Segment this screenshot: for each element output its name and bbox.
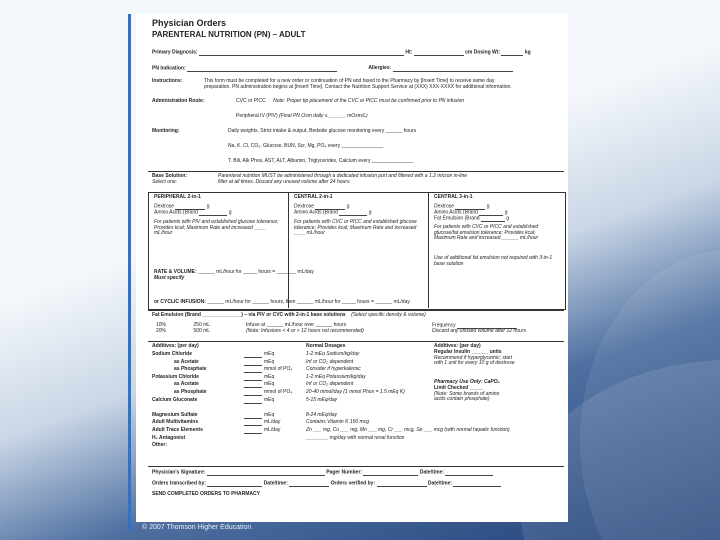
fat-emulsion-options: 10% 250 mL 20% 500 mL (156, 322, 211, 334)
column-divider (288, 192, 289, 308)
copyright: © 2007 Thomson Higher Education (142, 524, 252, 531)
fat-emulsion-frequency: Frequency Discard any unused volume after 12 hours (432, 322, 526, 334)
route-piv: Peripheral IV (PIV) (Final PN Osm daily ≤ ______ mOsm/L) (236, 113, 368, 119)
column-divider (428, 192, 429, 308)
central-3in1-column: CENTRAL 3-in-1 Dextrose g Amino Acids (Brand g Fat Emulsion (Brand g For patients with CVC or PICC and established glucose/fat emulsion tolerance; Provides kcal; Maximum Rate and increased ______ mL/hour Use of additional fat emulsion not required with 3-in-1 base solution (434, 194, 553, 267)
additive-dose: Zn ___ mg, Cu ___ mg, Mn ___ mg, Cr ___ mcg, Se ___ mcg (with normal hepatic function) (306, 426, 510, 433)
additive-dose: 5-15 mEq/day (306, 396, 338, 403)
additive-dose: Consider if hyperkalemic (306, 366, 361, 373)
divider (148, 466, 564, 467)
additive-row (152, 398, 442, 406)
additive-name: Adult Multivitamins (152, 419, 199, 426)
divider (148, 341, 564, 342)
additive-name: as Phosphate (174, 366, 207, 373)
additive-blank (244, 360, 262, 366)
route-cvc: CVC or PICC Note: Proper tip placement of the CVC or PICC must be confirmed prior to PN infusion (236, 98, 465, 104)
fat-emulsion-row: Fat Emulsion (Brand ______________) – via PIV or CVC with 2-in-1 base solutions (Select specific density & volume) (152, 312, 426, 318)
additive-unit: mEq (264, 373, 275, 380)
additive-blank (244, 390, 262, 396)
rate-volume-row: RATE & VOLUME: ______ mL/hour for _____ hours = _______ mL/day Must specify (154, 269, 314, 281)
additive-dose: 1-2 mEq Potassium/kg/day (306, 373, 366, 380)
additive-dose: Contains Vitamin K 150 mcg (306, 419, 369, 426)
additive-dose: ________ mg/day with normal renal function (306, 434, 405, 441)
additives-header: Additives: (per day) (152, 343, 199, 349)
additive-unit: mL/day (264, 419, 281, 426)
additive-dose: 8-24 mEq/day (306, 411, 338, 418)
transcription-row: Orders transcribed by: Date/time: Orders verified by: Date/time: (152, 481, 501, 487)
base-solution-label: Base Solution: Select one: (152, 173, 188, 185)
additive-row (152, 443, 442, 451)
send-to-pharmacy: SEND COMPLETED ORDERS TO PHARMACY (152, 491, 260, 497)
form-title: Physician Orders (152, 18, 227, 28)
additive-name: Sodium Chloride (152, 351, 192, 357)
additive-unit: mEq (264, 358, 275, 365)
divider (148, 171, 564, 172)
additive-unit: mEq (264, 351, 275, 357)
cyclic-infusion-row: or CYCLIC INFUSION: ______ mL/hour for ______ hours, then ______ mL/hour for _____ hours = ______ mL/day (154, 299, 410, 305)
monitoring-label: Monitoring: (152, 128, 180, 134)
additive-blank (244, 367, 262, 373)
form-subtitle: PARENTERAL NUTRITION (PN) – ADULT (152, 30, 306, 39)
indication-row: PN Indication: Allergies: (152, 66, 513, 72)
instructions-row: Instructions: (152, 78, 183, 84)
additive-dose: Inf or CO₂ dependent (306, 358, 354, 365)
additive-blank (244, 413, 262, 419)
additive-unit: mEq (264, 396, 275, 403)
instructions-text: This form must be completed for a new order or continuation of PN and faxed to the Pharmacy by [Insert Time] to receive same day preparation. PN administration begins at [Insert Time]. Contact the Nutrition Support Service at (XXX) XXX-XXXX for additional information. (204, 78, 512, 90)
additive-unit: mL/day (264, 426, 281, 433)
additive-dose: 1-2 mEq Sodium/kg/day (306, 351, 360, 357)
additive-name: H₂ Antagonist (152, 434, 186, 441)
additive-blank (244, 428, 262, 434)
monitoring-lines: Daily weights, Strict intake & output, Bedside glucose monitoring every ______ hours Na, K, Cl, CO₂, Glucose, BUN, Scr, Mg, PO₄ every _______________ T. Bili, Alk Phos, AST, ALT, Albumin, Triglycerides, Calcium every _______________ (228, 128, 417, 164)
form-accent-bar (128, 14, 131, 530)
diagnosis-row: Primary Diagnosis: Ht: cm Dosing Wt: kg (152, 49, 531, 56)
additive-blank (244, 375, 262, 381)
central-2in1-column: CENTRAL 2-in-1 Dextrose g Amino Acids (Brand g For patients with CVC or PICC and established glucose tolerance; Provides kcal; Maximum Rate and increased ____ mL/hour (294, 194, 417, 237)
additive-name: Adult Trace Elements (152, 426, 203, 433)
additive-name: as Acetate (174, 358, 199, 365)
additive-blank (244, 382, 262, 388)
additive-dose: Inf or CO₂ dependent (306, 381, 354, 388)
normal-dosages-header: Normal Dosages (306, 343, 346, 349)
additive-unit: mEq (264, 411, 275, 418)
administration-route: Administration Route: (152, 98, 205, 104)
additive-name: as Phosphate (174, 388, 207, 395)
additive-unit: mmol of PO₄ (264, 388, 293, 395)
divider (148, 310, 564, 311)
fat-emulsion-infusion: Infuse at ______ mL/hour over ______ hours (Note: Infusions < 4 or > 12 hours not recommended) (246, 322, 364, 334)
physician-orders-form (136, 14, 568, 522)
additive-row (152, 436, 442, 444)
additive-unit: mEq (264, 381, 275, 388)
additive-name: Calcium Gluconate (152, 396, 198, 403)
additive-name: Other: (152, 442, 167, 449)
additive-name: Magnesium Sulfate (152, 411, 198, 418)
additive-name: Potassium Chloride (152, 373, 199, 380)
additive-name: as Acetate (174, 381, 199, 388)
additive-unit: mmol of PO₄ (264, 366, 293, 373)
base-solution-text: Parenteral nutrition MUST be administered through a dedicated infusion port and filtered with a 1.2 micron in-line filter at all times. Discard any unused volume after 24 hours. (218, 173, 468, 185)
signature-row: Physician's Signature: Pager Number: Date/time: (152, 470, 493, 476)
additives-right: Additives: (per day) Regular Insulin ______ units Recommend if hyperglycemic; start with 1 unit for every 10 g of dextrose Pharmacy Use Only: CaPO₄ Limit Checked _____ (Note: Some brands of amino acids contain phosphate) (434, 343, 515, 403)
additive-blank (244, 352, 262, 358)
additive-blank (244, 398, 262, 404)
peripheral-column: PERIPHERAL 2-in-1 Dextrose g Amino Acids (Brand g For patients with PIV and established glucose tolerance; Provides kcal; Maximum Rate and increased ____ mL/hour (154, 194, 279, 237)
additive-blank (244, 420, 262, 426)
additive-dose: 20-40 mmol/day (1 mmol Phos = 1.5 mEq K) (306, 388, 405, 395)
